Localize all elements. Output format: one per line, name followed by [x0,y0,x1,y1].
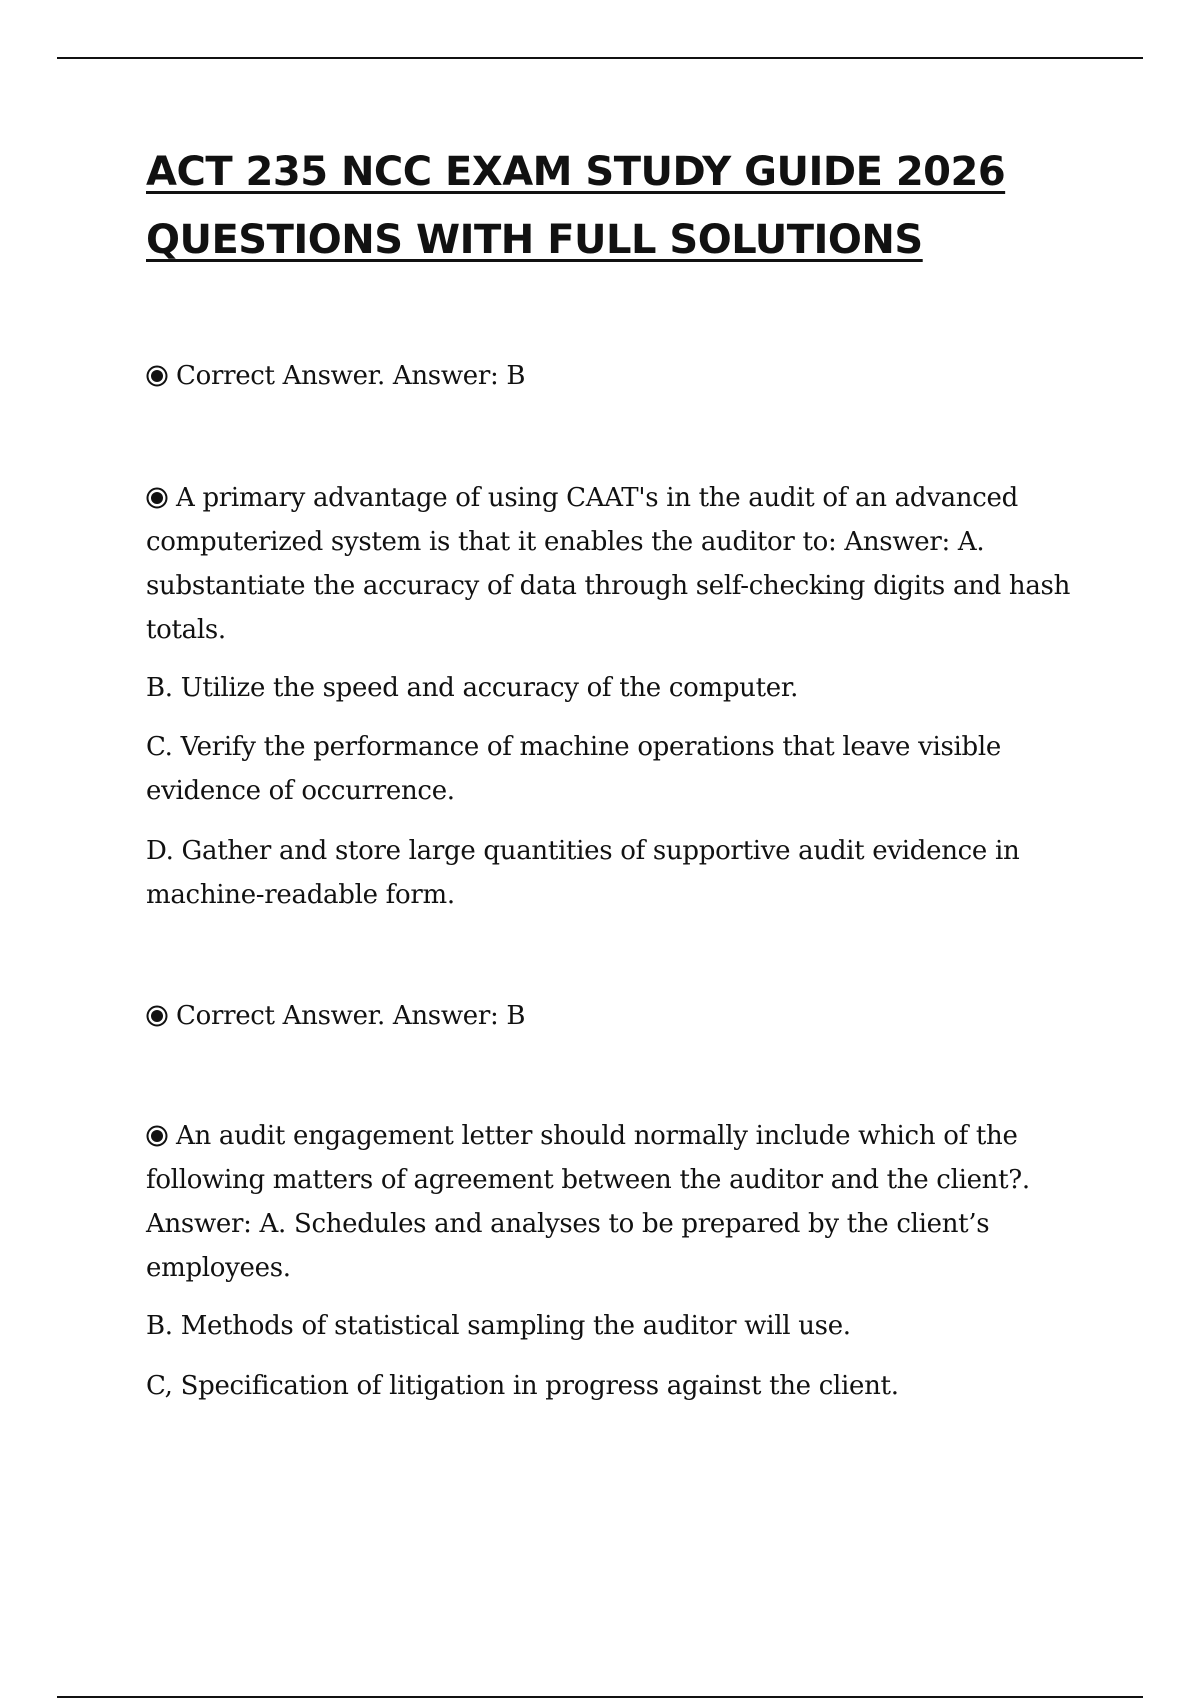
correct-answer-1 [146,354,1086,398]
item-text: An audit engagement letter should normally include which of the following matters of agreement between the auditor and the client?. Answer: A. Schedules and analyses to be prepared by the client’s employees. [146,1121,1030,1283]
option-c-2: C, Specification of litigation in progress against the client. [146,1371,899,1401]
question-2 [146,1114,1086,1290]
document-title [146,138,1126,274]
top-rule [57,57,1143,59]
option-b-2: B. Methods of statistical sampling the auditor will use. [146,1311,851,1341]
radio-bullet-icon [146,1005,168,1027]
title-line-1: ACT 235 NCC EXAM STUDY GUIDE 2026 [146,149,1006,195]
title-line-2: QUESTIONS WITH FULL SOLUTIONS [146,217,923,263]
radio-bullet-icon [146,1125,168,1147]
option-c-1: C. Verify the performance of machine operations that leave visible evidence of occurrence. [146,732,1001,806]
option-b-1: B. Utilize the speed and accuracy of the computer. [146,673,799,703]
option-d-1: D. Gather and store large quantities of supportive audit evidence in machine-readable form. [146,836,1020,910]
question-1 [146,476,1086,652]
radio-bullet-icon [146,487,168,509]
item-text: A primary advantage of using CAAT's in the audit of an advanced computerized system is that it enables the auditor to: Answer: A. substantiate the accuracy of data through self-checking digits and hash totals. [146,483,1071,645]
correct-answer-2 [146,994,1086,1038]
item-text: Correct Answer. Answer: B [176,1001,526,1031]
radio-bullet-icon [146,365,168,387]
item-text: Correct Answer. Answer: B [176,361,526,391]
bottom-rule [57,1696,1143,1698]
